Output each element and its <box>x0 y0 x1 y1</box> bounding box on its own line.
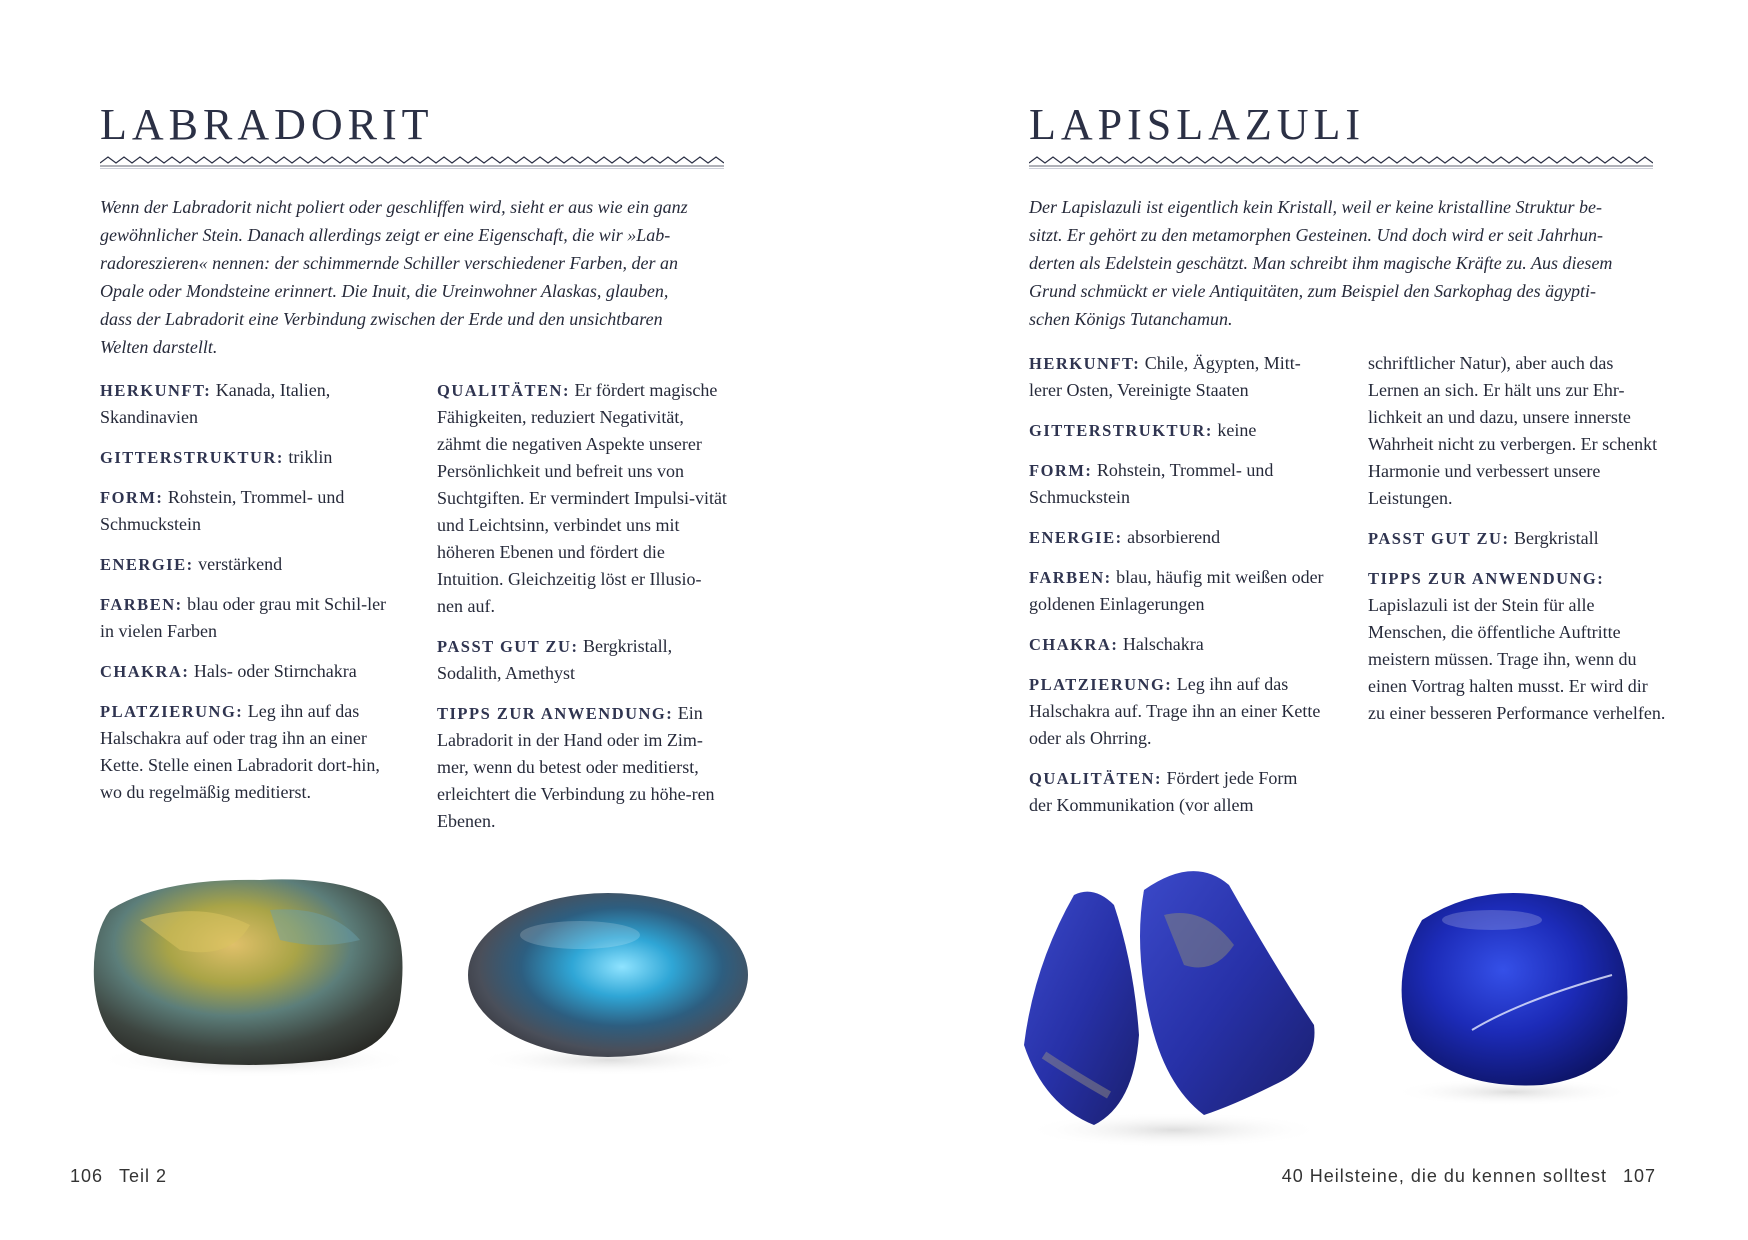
info-herkunft: HERKUNFT: Chile, Ägypten, Mitt-lerer Osten, Vereinigte Staaten <box>1029 353 1301 400</box>
info-tipps: TIPPS ZUR ANWENDUNG: Ein Labradorit in der Hand oder im Zim-mer, wenn du betest oder meditierst, erleichtert die Verbindung zu höhe-ren Ebenen. <box>437 703 715 831</box>
info-gitterstruktur: GITTERSTRUKTUR: keine <box>1029 420 1257 440</box>
info-chakra: CHAKRA: Hals- oder Stirnchakra <box>100 661 357 681</box>
info-column-2 <box>437 377 727 848</box>
intro-line: Wenn der Labradorit nicht poliert oder geschliffen wird, sieht er aus wie ein ganz <box>100 197 688 217</box>
lapislazuli-tumbled-image <box>1382 880 1642 1110</box>
lapislazuli-rough-image <box>1014 855 1334 1155</box>
page-footer <box>70 1166 167 1187</box>
info-form: FORM: Rohstein, Trommel- und Schmuckstein <box>1029 460 1274 507</box>
info-column-2 <box>1368 350 1668 740</box>
intro-line: dass der Labradorit eine Verbindung zwischen der Erde und den unsichtbaren <box>100 309 663 329</box>
section-label: Teil 2 <box>119 1166 168 1186</box>
intro-line: Der Lapislazuli ist eigentlich kein Kristall, weil er keine kristalline Struktur be- <box>1029 197 1602 217</box>
zigzag-divider <box>100 152 724 170</box>
page-title: LABRADORIT <box>100 100 434 149</box>
labradorite-tumbled-image <box>460 880 760 1080</box>
info-tipps: TIPPS ZUR ANWENDUNG: Lapislazuli ist der Stein für alle Menschen, die öffentliche Auftritte meistern müssen. Trage ihn, wenn du einen Vortrag halten musst. Er wird dir zu einer besseren Performance verhelfen. <box>1368 569 1666 723</box>
info-platzierung: PLATZIERUNG: Leg ihn auf das Halschakra auf. Trage ihn an einer Kette oder als Ohrring. <box>1029 674 1321 748</box>
right-page <box>874 0 1748 1240</box>
info-qualitaeten-cont: schriftlicher Natur), aber auch das Lernen an sich. Er hält uns zur Ehr-lichkeit an und dazu, unsere innerste Wahrheit nicht zu verbergen. Er schenkt Harmonie und verbessert unsere Leistungen. <box>1368 353 1658 508</box>
intro-text <box>1029 193 1649 333</box>
labradorite-rough-image <box>80 870 420 1080</box>
intro-line: Welten darstellt. <box>100 337 218 357</box>
info-form: FORM: Rohstein, Trommel- und Schmuckstein <box>100 487 345 534</box>
page-number: 107 <box>1622 1166 1656 1186</box>
info-gitterstruktur: GITTERSTRUKTUR: triklin <box>100 447 333 467</box>
page-number: 106 <box>70 1166 104 1186</box>
intro-line: Opale oder Mondsteine erinnert. Die Inuit, die Ureinwohner Alaskas, glauben, <box>100 281 669 301</box>
info-passt-gut-zu: PASST GUT ZU: Bergkristall, Sodalith, Amethyst <box>437 636 673 683</box>
intro-line: derten als Edelstein geschätzt. Man schreibt ihm magische Kräfte zu. Aus diesem <box>1029 253 1613 273</box>
info-passt-gut-zu: PASST GUT ZU: Bergkristall <box>1368 528 1599 548</box>
info-column-1 <box>1029 350 1324 832</box>
info-platzierung: PLATZIERUNG: Leg ihn auf das Halschakra auf oder trag ihn an einer Kette. Stelle einen Labradorit dort-hin, wo du regelmäßig meditierst. <box>100 701 380 802</box>
page-footer <box>1282 1166 1656 1187</box>
info-column-1 <box>100 377 400 819</box>
intro-line: gewöhnlicher Stein. Danach allerdings zeigt er eine Eigenschaft, die wir »Lab- <box>100 225 671 245</box>
info-qualitaeten: QUALITÄTEN: Fördert jede Form der Kommunikation (vor allem <box>1029 768 1298 815</box>
section-label: 40 Heilsteine, die du kennen solltest <box>1281 1166 1607 1186</box>
info-herkunft: HERKUNFT: Kanada, Italien, Skandinavien <box>100 380 331 427</box>
page-title: LAPISLAZULI <box>1029 100 1366 149</box>
info-farben: FARBEN: blau oder grau mit Schil-ler in vielen Farben <box>100 594 387 641</box>
info-energie: ENERGIE: absorbierend <box>1029 527 1221 547</box>
info-energie: ENERGIE: verstärkend <box>100 554 283 574</box>
intro-line: radoreszieren« nennen: der schimmernde Schiller verschiedener Farben, der an <box>100 253 679 273</box>
info-chakra: CHAKRA: Halschakra <box>1029 634 1204 654</box>
intro-line: schen Königs Tutanchamun. <box>1029 309 1233 329</box>
zigzag-divider <box>1029 152 1653 170</box>
intro-line: Grund schmückt er viele Antiquitäten, zum Beispiel den Sarkophag des ägypti- <box>1029 281 1597 301</box>
intro-line: sitzt. Er gehört zu den metamorphen Gesteinen. Und doch wird er seit Jahrhun- <box>1029 225 1603 245</box>
info-qualitaeten: QUALITÄTEN: Er fördert magische Fähigkeiten, reduziert Negativität, zähmt die negativen Aspekte unserer Persönlichkeit und befreit uns von Suchtgiften. Er vermindert Impulsi-vität und Leichtsinn, verbindet uns mit höheren Ebenen und fördert die Intuition. Gleichzeitig löst er Illusio-nen auf. <box>437 380 727 616</box>
info-farben: FARBEN: blau, häufig mit weißen oder goldenen Einlagerungen <box>1029 567 1324 614</box>
intro-text <box>100 193 720 361</box>
